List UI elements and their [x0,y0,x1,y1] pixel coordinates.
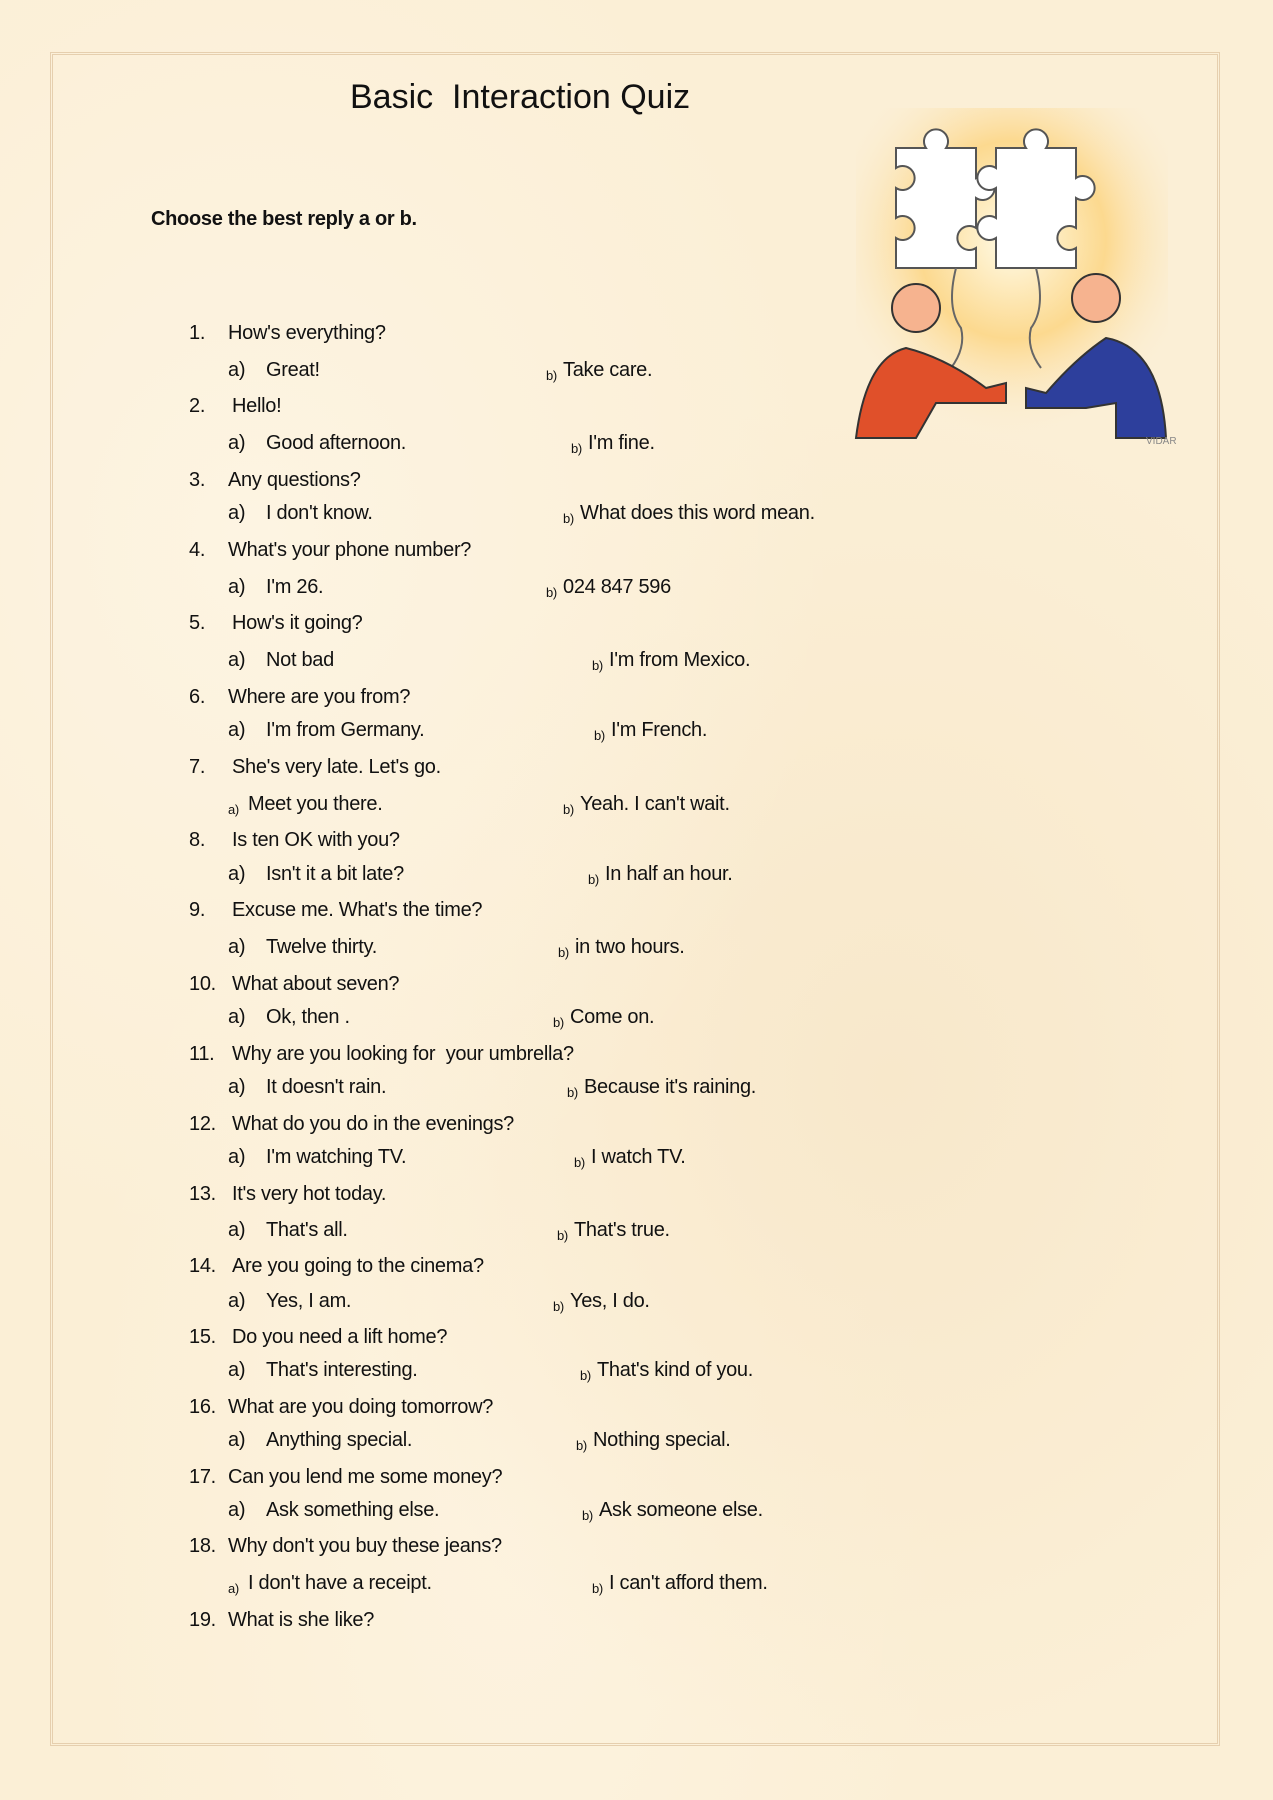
option-a-text: I don't have a receipt. [248,1572,432,1594]
question-text: Do you need a lift home? [232,1326,448,1348]
option-b-text: Nothing special. [593,1429,731,1451]
option-a-text: That's interesting. [266,1359,418,1381]
option-b-label: b) [558,945,569,960]
question-number: 10. [189,973,216,995]
question-text: Why don't you buy these jeans? [228,1535,502,1557]
option-a-text: Yes, I am. [266,1290,352,1312]
option-a-label: a) [228,1290,246,1312]
question-text: She's very late. Let's go. [232,756,441,778]
option-a-text: I don't know. [266,502,373,524]
question-number: 16. [189,1396,216,1418]
option-a-text: Not bad [266,649,334,671]
option-b-label: b) [563,511,574,526]
option-a-label: a) [228,502,246,524]
option-a-label: a) [228,649,246,671]
option-a-label: a) [228,863,246,885]
option-b-text: Yeah. I can't wait. [580,793,730,815]
question-text: Can you lend me some money? [228,1466,503,1488]
option-a-text: I'm 26. [266,576,324,598]
option-a-text: Meet you there. [248,793,383,815]
option-a-label: a) [228,1581,239,1596]
option-b-text: I can't afford them. [609,1572,768,1594]
option-b-text: Yes, I do. [570,1290,650,1312]
question-number: 7. [189,756,206,778]
question-number: 5. [189,612,206,634]
option-a-label: a) [228,432,246,454]
option-b-label: b) [571,441,582,456]
option-b-label: b) [588,872,599,887]
question-text: Excuse me. What's the time? [232,899,483,921]
option-a-text: Great! [266,359,320,381]
option-b-text: That's true. [574,1219,670,1241]
option-a-label: a) [228,1429,246,1451]
question-number: 8. [189,829,206,851]
option-a-text: I'm watching TV. [266,1146,407,1168]
question-text: What's your phone number? [228,539,472,561]
question-number: 6. [189,686,206,708]
question-text: Hello! [232,395,282,417]
option-b-label: b) [553,1015,564,1030]
question-text: What is she like? [228,1609,375,1631]
option-a-text: Twelve thirty. [266,936,378,958]
option-b-label: b) [580,1368,591,1383]
question-text: It's very hot today. [232,1183,387,1205]
option-a-label: a) [228,719,246,741]
question-text: Are you going to the cinema? [232,1255,484,1277]
question-text: Is ten OK with you? [232,829,400,851]
option-b-label: b) [592,658,603,673]
option-b-text: Take care. [563,359,653,381]
question-text: How's everything? [228,322,386,344]
option-b-text: In half an hour. [605,863,733,885]
option-a-label: a) [228,576,246,598]
question-number: 17. [189,1466,216,1488]
option-a-text: That's all. [266,1219,348,1241]
option-b-label: b) [553,1299,564,1314]
option-a-text: It doesn't rain. [266,1076,387,1098]
question-text: Where are you from? [228,686,411,708]
question-text: How's it going? [232,612,363,634]
option-b-text: That's kind of you. [597,1359,753,1381]
option-a-label: a) [228,1499,246,1521]
question-number: 4. [189,539,206,561]
question-text: What about seven? [232,973,400,995]
option-a-label: a) [228,1219,246,1241]
question-number: 9. [189,899,206,921]
option-a-label: a) [228,1006,246,1028]
handshake-puzzle-illustration [846,108,1178,454]
option-a-label: a) [228,1076,246,1098]
instructions: Choose the best reply a or b. [151,208,417,230]
option-b-text: 024 847 596 [563,576,671,598]
option-a-label: a) [228,359,246,381]
question-number: 13. [189,1183,216,1205]
question-text: What are you doing tomorrow? [228,1396,494,1418]
option-a-label: a) [228,1146,246,1168]
option-b-label: b) [582,1508,593,1523]
option-a-text: Ok, then . [266,1006,350,1028]
option-b-label: b) [546,585,557,600]
option-b-text: What does this word mean. [580,502,815,524]
option-b-text: I'm from Mexico. [609,649,751,671]
option-b-text: Because it's raining. [584,1076,757,1098]
question-number: 19. [189,1609,216,1631]
question-text: What do you do in the evenings? [232,1113,515,1135]
option-a-label: a) [228,802,239,817]
option-a-text: I'm from Germany. [266,719,425,741]
question-number: 11. [189,1043,215,1065]
option-a-text: Isn't it a bit late? [266,863,404,885]
option-a-text: Good afternoon. [266,432,407,454]
option-b-label: b) [567,1085,578,1100]
artist-signature: VIDAR [1146,436,1177,447]
question-number: 15. [189,1326,216,1348]
question-number: 18. [189,1535,216,1557]
page-title: Basic Interaction Quiz [350,78,691,116]
option-b-text: Come on. [570,1006,655,1028]
option-a-label: a) [228,1359,246,1381]
option-b-text: I watch TV. [591,1146,686,1168]
option-b-text: Ask someone else. [599,1499,763,1521]
option-a-text: Ask something else. [266,1499,440,1521]
question-text: Any questions? [228,469,361,491]
question-number: 12. [189,1113,216,1135]
option-b-text: I'm French. [611,719,708,741]
option-b-label: b) [574,1155,585,1170]
question-number: 3. [189,469,206,491]
question-number: 14. [189,1255,216,1277]
question-number: 2. [189,395,206,417]
option-a-label: a) [228,936,246,958]
question-text: Why are you looking for your umbrella? [232,1043,574,1065]
option-b-text: I'm fine. [588,432,655,454]
option-b-label: b) [563,802,574,817]
option-b-text: in two hours. [575,936,685,958]
option-b-label: b) [576,1438,587,1453]
option-b-label: b) [546,368,557,383]
option-b-label: b) [557,1228,568,1243]
option-b-label: b) [594,728,605,743]
option-a-text: Anything special. [266,1429,413,1451]
option-b-label: b) [592,1581,603,1596]
question-number: 1. [189,322,206,344]
